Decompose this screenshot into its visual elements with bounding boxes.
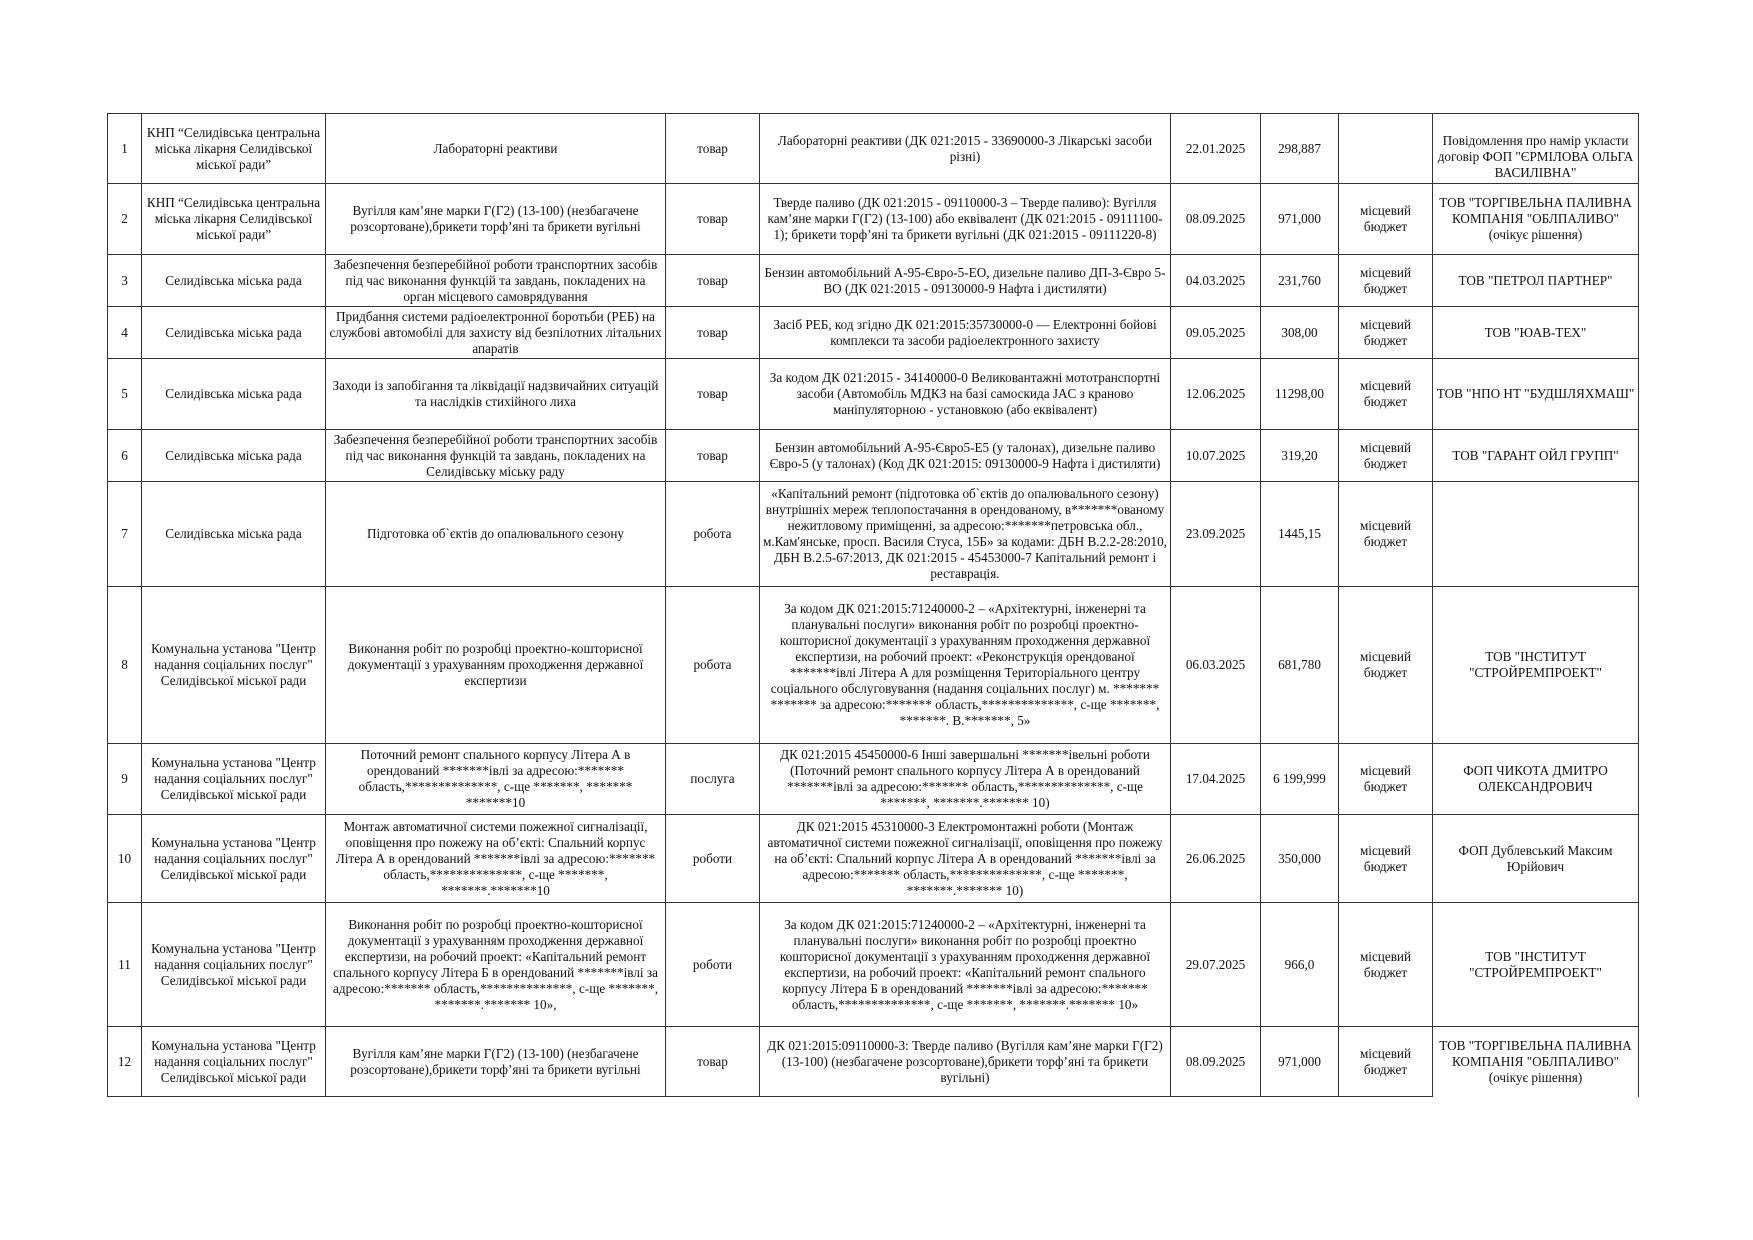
table-row <box>108 744 1639 815</box>
cell-subject: Лабораторні реактиви <box>326 114 666 184</box>
cell-amount: 298,887 <box>1261 114 1339 184</box>
cell-contractor-note: ФОП Дублевський Максим Юрійович <box>1433 815 1639 903</box>
cell-subject: Забезпечення безперебійної роботи транспортних засобів під час виконання функцій та завдань, покладених на орган місцевого самоврядування <box>326 255 666 307</box>
cell-cpv-description: ДК 021:2015 45310000-3 Електромонтажні роботи (Монтаж автоматичної системи пожежної сигналізації, оповіщення про пожежу на об’єкті: Спальний корпус Літера А в орендований *******івлі за адресою:******* область,**************, с-ще *******, *******.******* 10) <box>760 815 1171 903</box>
table-row <box>108 815 1639 903</box>
cell-contractor-note: ТОВ "ТОРГІВЕЛЬНА ПАЛИВНА КОМПАНІЯ "ОБЛПАЛИВО" (очікує рішення) <box>1433 184 1639 255</box>
cell-number: 12 <box>108 1027 142 1097</box>
cell-date: 23.09.2025 <box>1171 482 1261 587</box>
table-row <box>108 307 1639 359</box>
cell-procurement-type: товар <box>666 1027 760 1097</box>
cell-subject: Виконання робіт по розробці проектно-кошторисної документації з урахуванням проходження державної експертизи <box>326 587 666 744</box>
cell-date: 26.06.2025 <box>1171 815 1261 903</box>
cell-subject: Заходи із запобігання та ліквідації надзвичайних ситуацій та наслідків стихійного лиха <box>326 359 666 430</box>
cell-contractor-note: ФОП ЧИКОТА ДМИТРО ОЛЕКСАНДРОВИЧ <box>1433 744 1639 815</box>
cell-funding-source: місцевий бюджет <box>1339 482 1433 587</box>
cell-date: 08.09.2025 <box>1171 1027 1261 1097</box>
table-row <box>108 184 1639 255</box>
cell-procurement-type: роботи <box>666 815 760 903</box>
cell-number: 10 <box>108 815 142 903</box>
cell-funding-source: місцевий бюджет <box>1339 903 1433 1027</box>
cell-subject: Підготовка об`єктів до опалювального сезону <box>326 482 666 587</box>
cell-customer: Комунальна установа "Центр надання соціальних послуг" Селидівської міської ради <box>142 815 326 903</box>
cell-cpv-description: Тверде паливо (ДК 021:2015 - 09110000-3 – Тверде паливо): Вугілля кам’яне марки Г(Г2) (13-100) або еквівалент (ДК 021:2015 - 09111100-1); брикети торф’яні та брикети вугільні (ДК 021:2015 - 09111220-8) <box>760 184 1171 255</box>
cell-procurement-type: товар <box>666 184 760 255</box>
cell-procurement-type: робота <box>666 482 760 587</box>
cell-date: 08.09.2025 <box>1171 184 1261 255</box>
table-row <box>108 482 1639 587</box>
table-row <box>108 255 1639 307</box>
cell-cpv-description: ДК 021:2015 45450000-6 Інші завершальні *******івельні роботи (Поточний ремонт спального корпусу Літера А в орендований *******івлі за адресою:******* область,**************, с-ще *******, *******.******* 10) <box>760 744 1171 815</box>
cell-cpv-description: Бензин автомобільний А-95-Євро-5-ЕО, дизельне паливо ДП-3-Євро 5-ВО (ДК 021:2015 - 09130000-9 Нафта і дистиляти) <box>760 255 1171 307</box>
cell-contractor-note <box>1433 482 1639 587</box>
procurement-table <box>107 113 1639 1097</box>
cell-amount: 971,000 <box>1261 1027 1339 1097</box>
cell-date: 22.01.2025 <box>1171 114 1261 184</box>
cell-date: 06.03.2025 <box>1171 587 1261 744</box>
cell-date: 12.06.2025 <box>1171 359 1261 430</box>
cell-number: 8 <box>108 587 142 744</box>
cell-amount: 966,0 <box>1261 903 1339 1027</box>
cell-funding-source: місцевий бюджет <box>1339 307 1433 359</box>
cell-date: 29.07.2025 <box>1171 903 1261 1027</box>
table-row <box>108 359 1639 430</box>
cell-customer: Селидівська міська рада <box>142 482 326 587</box>
cell-cpv-description: Засіб РЕБ, код згідно ДК 021:2015:35730000-0 — Електронні бойові комплекси та засоби радіоелектронного захисту <box>760 307 1171 359</box>
cell-customer: КНП “Селидівська центральна міська лікарня Селидівської міської ради” <box>142 184 326 255</box>
cell-number: 11 <box>108 903 142 1027</box>
cell-cpv-description: «Капітальний ремонт (підготовка об`єктів до опалювального сезону) внутрішніх мереж теплопостачання в орендованому, в*******ованому нежитловому приміщенні, за адресою:*******петровська обл., м.Кам'янське, просп. Василя Стуса, 15Б» за кодами: ДБН В.2.2-28:2010, ДБН В.2.5-67:2013, ДК 021:2015 - 45453000-7 Капітальний ремонт і реставрація. <box>760 482 1171 587</box>
cell-funding-source: місцевий бюджет <box>1339 184 1433 255</box>
cell-funding-source: місцевий бюджет <box>1339 359 1433 430</box>
cell-funding-source: місцевий бюджет <box>1339 430 1433 482</box>
cell-subject: Виконання робіт по розробці проектно-кошторисної документації з урахуванням проходження державної експертизи, на робочий проект: «Капітальний ремонт спального корпусу Літера Б в орендований *******івлі за адресою:******* область,**************, с-ще *******, *******.******* 10», <box>326 903 666 1027</box>
table-row <box>108 430 1639 482</box>
cell-procurement-type: роботи <box>666 903 760 1027</box>
cell-cpv-description: Лабораторні реактиви (ДК 021:2015 - 33690000-3 Лікарські засоби різні) <box>760 114 1171 184</box>
cell-contractor-note: ТОВ "ІНСТИТУТ "СТРОЙРЕМПРОЕКТ" <box>1433 903 1639 1027</box>
cell-amount: 319,20 <box>1261 430 1339 482</box>
cell-customer: Селидівська міська рада <box>142 359 326 430</box>
table-row <box>108 587 1639 744</box>
cell-date: 17.04.2025 <box>1171 744 1261 815</box>
cell-amount: 11298,00 <box>1261 359 1339 430</box>
cell-customer: Комунальна установа "Центр надання соціальних послуг" Селидівської міської ради <box>142 903 326 1027</box>
cell-subject: Забезпечення безперебійної роботи транспортних засобів під час виконання функцій та завдань, покладених на Селидівську міську раду <box>326 430 666 482</box>
table-row <box>108 114 1639 184</box>
cell-date: 04.03.2025 <box>1171 255 1261 307</box>
cell-funding-source: місцевий бюджет <box>1339 744 1433 815</box>
cell-procurement-type: товар <box>666 255 760 307</box>
table-row <box>108 903 1639 1027</box>
cell-number: 9 <box>108 744 142 815</box>
cell-number: 7 <box>108 482 142 587</box>
cell-subject: Придбання системи радіоелектронної боротьби (РЕБ) на службові автомобілі для захисту від безпілотних літальних апаратів <box>326 307 666 359</box>
cell-customer: КНП “Селидівська центральна міська лікарня Селидівської міської ради” <box>142 114 326 184</box>
cell-number: 5 <box>108 359 142 430</box>
cell-contractor-note: ТОВ "ТОРГІВЕЛЬНА ПАЛИВНА КОМПАНІЯ "ОБЛПАЛИВО" (очікує рішення) <box>1433 1027 1639 1097</box>
cell-procurement-type: товар <box>666 307 760 359</box>
cell-procurement-type: товар <box>666 114 760 184</box>
cell-cpv-description: ДК 021:2015:09110000-3: Тверде паливо (Вугілля кам’яне марки Г(Г2) (13-100) (незбагачене розсортоване),брикети торф’яні та брикети вугільні) <box>760 1027 1171 1097</box>
cell-funding-source <box>1339 114 1433 184</box>
cell-subject: Монтаж автоматичної системи пожежної сигналізації, оповіщення про пожежу на об’єкті: Спальний корпус Літера А в орендований *******івлі за адресою:******* область,**************, с-ще *******, *******.*******10 <box>326 815 666 903</box>
cell-funding-source: місцевий бюджет <box>1339 587 1433 744</box>
cell-subject: Вугілля кам’яне марки Г(Г2) (13-100) (незбагачене розсортоване),брикети торф’яні та брикети вугільні <box>326 1027 666 1097</box>
cell-cpv-description: За кодом ДК 021:2015:71240000-2 – «Архітектурні, інженерні та планувальні послуги» виконання робіт по розробці проектно-кошторисної документації з урахуванням проходження державної експертизи, на робочий проект: «Реконструкція орендованої *******івлі Літера А для розміщення Територіального центру соціального обслуговування (надання соціальних послуг) м. ******* ******* за адресою:******* область,**************, с-ще *******, *******. В.*******, 5» <box>760 587 1171 744</box>
cell-procurement-type: робота <box>666 587 760 744</box>
cell-procurement-type: товар <box>666 359 760 430</box>
cell-number: 1 <box>108 114 142 184</box>
cell-amount: 681,780 <box>1261 587 1339 744</box>
cell-number: 2 <box>108 184 142 255</box>
cell-funding-source: місцевий бюджет <box>1339 1027 1433 1097</box>
cell-amount: 231,760 <box>1261 255 1339 307</box>
cell-contractor-note: ТОВ "ІНСТИТУТ "СТРОЙРЕМПРОЕКТ" <box>1433 587 1639 744</box>
cell-cpv-description: За кодом ДК 021:2015:71240000-2 – «Архітектурні, інженерні та планувальні послуги» виконання робіт по розробці проектно кошторисної документації з урахуванням проходження державної експертизи, на робочий проект: «Капітальний ремонт спального корпусу Літера Б в орендований *******івлі за адресою:******* область,**************, с-ще *******, *******.******* 10» <box>760 903 1171 1027</box>
cell-date: 10.07.2025 <box>1171 430 1261 482</box>
cell-procurement-type: послуга <box>666 744 760 815</box>
cell-number: 3 <box>108 255 142 307</box>
cell-customer: Селидівська міська рада <box>142 307 326 359</box>
cell-contractor-note: ТОВ "ЮАВ-ТЕХ" <box>1433 307 1639 359</box>
cell-amount: 1445,15 <box>1261 482 1339 587</box>
cell-cpv-description: Бензин автомобільний А-95-Євро5-Е5 (у талонах), дизельне паливо Євро-5 (у талонах) (Код ДК 021:2015: 09130000-9 Нафта і дистиляти) <box>760 430 1171 482</box>
cell-cpv-description: За кодом ДК 021:2015 - 34140000-0 Великовантажні мототранспортні засоби (Автомобіль МДКЗ на базі самоскида JAC з краново маніпуляторною - установкою (або еквівалент) <box>760 359 1171 430</box>
cell-number: 6 <box>108 430 142 482</box>
cell-contractor-note: ТОВ "ГАРАНТ ОЙЛ ГРУПП" <box>1433 430 1639 482</box>
cell-customer: Селидівська міська рада <box>142 430 326 482</box>
cell-amount: 308,00 <box>1261 307 1339 359</box>
cell-date: 09.05.2025 <box>1171 307 1261 359</box>
cell-customer: Комунальна установа "Центр надання соціальних послуг" Селидівської міської ради <box>142 744 326 815</box>
cell-contractor-note: Повідомлення про намір укласти договір ФОП "ЄРМІЛОВА ОЛЬГА ВАСИЛІВНА" <box>1433 114 1639 184</box>
cell-amount: 350,000 <box>1261 815 1339 903</box>
cell-customer: Комунальна установа "Центр надання соціальних послуг" Селидівської міської ради <box>142 587 326 744</box>
cell-customer: Комунальна установа "Центр надання соціальних послуг" Селидівської міської ради <box>142 1027 326 1097</box>
cell-funding-source: місцевий бюджет <box>1339 815 1433 903</box>
cell-procurement-type: товар <box>666 430 760 482</box>
cell-funding-source: місцевий бюджет <box>1339 255 1433 307</box>
cell-amount: 6 199,999 <box>1261 744 1339 815</box>
cell-amount: 971,000 <box>1261 184 1339 255</box>
table-row <box>108 1027 1639 1097</box>
cell-subject: Вугілля кам’яне марки Г(Г2) (13-100) (незбагачене розсортоване),брикети торф’яні та брикети вугільні <box>326 184 666 255</box>
cell-subject: Поточний ремонт спального корпусу Літера А в орендований *******івлі за адресою:******* область,**************, с-ще *******, ******* *******10 <box>326 744 666 815</box>
cell-number: 4 <box>108 307 142 359</box>
cell-customer: Селидівська міська рада <box>142 255 326 307</box>
cell-contractor-note: ТОВ "НПО НТ "БУДШЛЯХМАШ" <box>1433 359 1639 430</box>
cell-contractor-note: ТОВ "ПЕТРОЛ ПАРТНЕР" <box>1433 255 1639 307</box>
